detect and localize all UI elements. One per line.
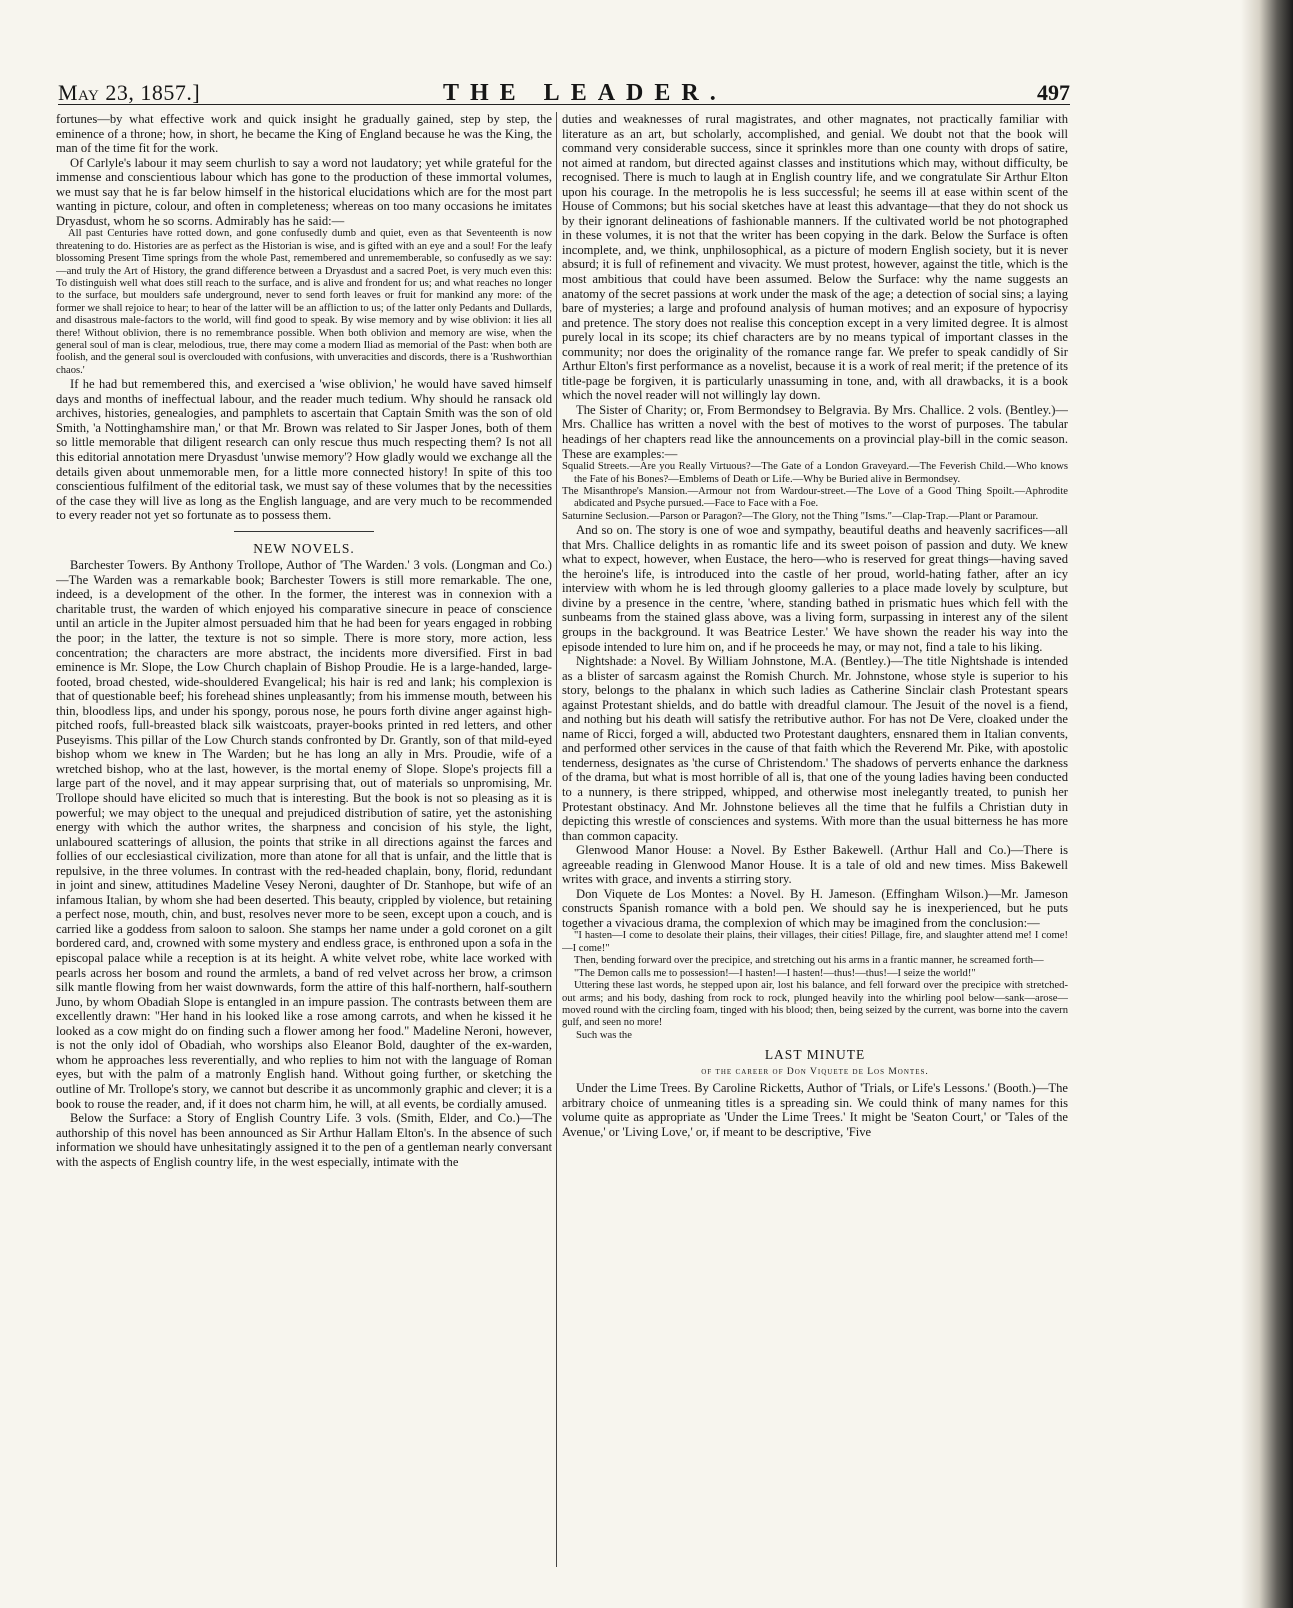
such-was-line: Such was the (576, 1029, 632, 1041)
excerpt-line: "I hasten—I come to desolate their plains, their villages, their cities! Pillage, fire, and slaughter attend me! I come!—I come!" (562, 930, 1068, 954)
paragraph: fortunes—by what effective work and quick insight he gradually gained, step by step, the eminence of a throne; how, in short, he became the King of England because he was the King, the man of the time fit for the work. (56, 112, 552, 156)
excerpt-line: "The Demon calls me to possession!—I hasten!—I hasten!—thus!—thus!—I seize the world!" (574, 967, 976, 979)
header-rule (58, 104, 1070, 105)
review-sister-of-charity: The Sister of Charity; or, From Bermondsey to Belgravia. By Mrs. Challice. 2 vols. (Bentley.)—Mrs. Challice has written a novel with the best of motives to the worst of purposes. The tabular headings of her chapters read like the announcements on a provincial play-bill in the comic season. These are examples:— (562, 402, 1068, 461)
review-don-viquete: Don Viquete de Los Montes: a Novel. By H. Jameson. (Effingham Wilson.)—Mr. Jameson constructs Spanish romance with a bold pen. We should say he is inexperienced, but he puts together a vivacious drama, the complexion of which may be imagined from the conclusion:— (562, 886, 1068, 930)
chapter-list-item: The Misanthrope's Mansion.—Armour not from Wardour-street.—The Love of a Good Thing Spoilt.—Aphrodite abdicated and Psyche pursued.—Face to Face with a Foe. (562, 485, 1068, 510)
carlyle-quote: All past Centuries have rotted down, and gone confusedly dumb and quiet, even as that Seventeenth is now threatening to do. Histories are as perfect as the Historian is wise, and is gifted with an eye and a soul! For the leafy blossoming Present Time springs from the whole Past, remembered and unrememberable, so confusedly as we say:—and truly the Art of History, the grand difference between a Dryasdust and a sacred Poet, is very much even this: To distinguish well what does still reach to the surface, and is alive and frondent for us; and what reaches no longer to the surface, but moulders safe underground, never to send forth leaves or fruit for mankind any more: of the former we shall rejoice to hear; to hear of the latter will be an affliction to us; of the latter only Pedants and Dullards, and disastrous male-factors to the world, will find good to speak. By wise memory and by wise oblivion: it lies all there! Without oblivion, there is no remembrance possible. When both oblivion and memory are wise, when the general soul of man is clear, melodious, true, there may come a modern Iliad as memorial of the Past: when both are foolish, and the general soul is overclouded with confusions, with unveracities and discords, there is a 'Rushworthian chaos.' (56, 228, 552, 376)
last-minute-heading: LAST MINUTE (764, 1047, 866, 1063)
excerpt-line: Then, bending forward over the precipice, and stretching out his arms in a frantic manner, he screamed forth— (574, 955, 1044, 967)
section-heading-new-novels: NEW NOVELS. (253, 540, 355, 556)
review-nightshade: Nightshade: a Novel. By William Johnstone, M.A. (Bentley.)—The title Nightshade is intended as a blister of sarcasm against the Romish Church. Mr. Johnstone, whose style is superior to his story, belongs to the phalanx in which such ladies as Catherine Sinclair clash Protestant spears against Protestant shields, and do battle with dreadful clamour. The Jesuit of the novel is a fiend, and nothing but his death will satisfy the retributive author. For has not De Vere, cloaked under the name of Ricci, forged a will, abducted two Protestant daughters, ensnared them in Italian convents, and performed other services in the cause of that faith which the Reverend Mr. Pike, with apostolic tenderness, designates as 'the curse of Christendom.' The shadows of perverts enhance the darkness of the drama, but what is most horrible of all is, that one of the young ladies having been conducted to a nunnery, is there stripped, whipped, and otherwise most inelegantly treated, to punish her Protestant obstinacy. And Mr. Johnstone believes all the time that he fulfils a Christian duty in depicting this wrestle of consciences and systems. With more than the usual bitterness he has more than common capacity. (562, 654, 1068, 843)
section-rule (234, 531, 374, 532)
review-under-the-lime-trees: Under the Lime Trees. By Caroline Ricketts, Author of 'Trials, or Life's Lessons.' (Booth.)—The arbitrary choice of unmeaning titles is a spreading sin. We could think of many names for this volume quite as appropriate as 'Under the Lime Trees.' It might be 'Seaton Court,' or 'Tales of the Avenue,' or 'Living Love,' or, if meant to be descriptive, 'Five (562, 1081, 1068, 1139)
review-below-the-surface: Below the Surface: a Story of English Country Life. 3 vols. (Smith, Elder, and Co.)—The authorship of this novel has been announced as Sir Arthur Hallam Elton's. In the absence of such information we should have unhesitatingly assigned it to the pen of a gentleman nearly conversant with the aspects of English country life, in the west especially, intimate with the (56, 1111, 552, 1169)
page-header (58, 80, 1070, 106)
column-divider (556, 112, 557, 1567)
excerpt-line: Uttering these last words, he stepped upon air, lost his balance, and fell forward over the precipice with stretched-out arms; and his body, dashing from rock to rock, plunged heavily into the whirling pool below—sank—arose—moved round with the circling foam, tinged with his blood; then, being seized by the current, was borne into the cavern gulf, and seen no more! (562, 980, 1068, 1029)
left-column (56, 112, 552, 1572)
paragraph: Of Carlyle's labour it may seem churlish to say a word not laudatory; yet while grateful for the immense and conscientious labour which has gone to the production of these immortal volumes, we must say that he is far below himself in the historical elucidations which are for the most part wanting in picture, colour, and often in completeness; whereas on too many occasions he imitates Dryasdust, whom he so scorns. Admirably has he said:— (56, 155, 552, 228)
review-barchester-towers: Barchester Towers. By Anthony Trollope, Author of 'The Warden.' 3 vols. (Longman and Co.)—The Warden was a remarkable book; Barchester Towers is still more remarkable. The one, indeed, is a development of the other. In the former, the interest was in connexion with a charitable trust, the warden of which enjoyed his comparative sinecure in peace of conscience until an article in the Jupiter almost persuaded him that he had been for years engaged in robbing the poor; in the latter, the texture is not so simple. There is more story, more action, less concentration; the characters are more abstract, the incidents more diversified. First in bad eminence is Mr. Slope, the Low Church chaplain of Bishop Proudie. He is a large-handed, large-footed, broad chested, wide-shouldered Evangelical; his hair is red and lank; his complexion is that of questionable beef; his forehead shines unpleasantly; from his immense mouth, between his thin, bloodless lips, and under his spongy, porous nose, he pours forth divine anger against high-pitched roofs, full-breasted black silk waistcoats, prayer-books printed in red letters, and other Puseyisms. This pillar of the Low Church stands confronted by Dr. Grantly, son of that mild-eyed bishop whom we knew in The Warden; but he has long an ally in Mrs. Proudie, wife of a wretched bishop, who at the last, however, is the mortal enemy of Slope. Slope's projects fill a large part of the novel, and it may appear surprising that, out of materials so unpromising, Mr. Trollope should have elicited so much that is interesting. But the book is not so pleasing as it is powerful; we may object to the unequal and prejudiced distribution of satire, yet the astonishing energy with which the author writes, the sharpness and concision of his style, the light, unlaboured scatterings of allusion, the points that strike in all directions against the farces and follies of our ecclesiastical civilization, more than atone for all that is unfair, and the little that is repulsive, in the three volumes. In contrast with the red-headed chaplain, bony, florid, redundant in joint and sinew, attitudines Madeline Vesey Neroni, daughter of Dr. Stanhope, but wife of an infamous Italian, by whom she had been deserted. This beauty, crippled by violence, but retaining a perfect nose, mouth, chin, and bust, resolves never more to be seen, except upon a couch, and is carried like a goddess from saloon to saloon. She stamps her name under a gold coronet on a gilt bordered card, and, crowned with some mystery and endless grace, is enthroned upon a sofa in the episcopal palace while a reception is at its height. A white velvet robe, white lace worked with pearls across her bosom and round the armlets, a band of red velvet across her brow, a crimson silk mantle flowing from her waist downwards, form the attire of this half-northern, half-southern Juno, by whom Obadiah Slope is entangled in an impure passion. The contrasts between them are excellently drawn: "Her hand in his looked like a rose among carrots, and when he kissed it he looked as a cow might do on finding such a flower among her food." Madeline Neroni, however, is not the only idol of Obadiah, who worships also Eleanor Bold, daughter of the ex-warden, whom he approaches less reverentially, and who replies to him not with the language of Roman eyes, but with the palm of a matronly English hand. Without going further, or sketching the outline of Mr. Trollope's story, we cannot but describe it as uncommonly graphic and clever; it is a book to rouse the reader, and, if it does not charm him, he will, at all events, be cordially amused. (56, 558, 552, 1111)
masthead-title: THE LEADER. (443, 80, 727, 106)
paragraph: If he had but remembered this, and exercised a 'wise oblivion,' he would have saved himself days and months of ineffectual labour, and the reader much tedium. Why should he ransack old archives, histories, genealogies, and pamphlets to ascertain that Captain Smith was the son of old Smith, 'a Nottinghamshire man,' or that Mr. Brown was related to Sir Jasper Jones, both of them so little memorable that diligent research can only rescue thus much respecting them? Is not all this editorial annotation mere Dryasdust 'unwise memory'? How gladly would we exchange all the details given about unmemorable men, for a little more connected history! In spite of this too conscientious fulfilment of the editorial task, we must say of these volumes that by the necessities of the case they will live as long as the English language, and are very much to be recommended to every reader not yet so fortunate as to possess them. (56, 377, 552, 523)
review-glenwood-manor: Glenwood Manor House: a Novel. By Esther Bakewell. (Arthur Hall and Co.)—There is agreeable reading in Glenwood Manor House. It is a tale of old and new times. Miss Bakewell writes with grace, and invents a stirring story. (562, 843, 1068, 887)
page-binding-edge (1241, 0, 1293, 1608)
paragraph: duties and weaknesses of rural magistrates, and other magnates, not practically familiar with literature as an art, but scholarly, accomplished, and genial. We doubt not that the book will command very considerable success, since it sprinkles more than one county with drops of satire, not aimed at random, but directed against classes and institutions which may, without difficulty, be recognised. There is much to laugh at in English country life, and we congratulate Sir Arthur Elton upon his courage. In the metropolis he is less successful; he seems ill at ease within scent of the House of Commons; but his social sketches have at least this advantage—that they do not shock us by their ignorant delineations of fashionable manners. If the cultivated world be not photographed in these volumes, it is not that the writer has been copying in the dark. Below the Surface is often incomplete, and, we think, unphilosophical, as a picture of modern English society, but it is never absurd; it is full of refinement and vivacity. We must protest, however, against the title, which is the most ambitious that could have been assumed. Below the Surface: why the name suggests an anatomy of the secret passions at work under the mask of the age; a detection of social sins; a laying bare of mysteries; a large and profound analysis of human motives; and an exposure of hypocrisy and pretence. The story does not realise this conception except in a very limited degree. It is almost purely local in its scope; its chief characters are by no means typical of important classes in the community; nor does the originality of the romance range far. We prefer to speak candidly of Sir Arthur Elton's first performance as a novelist, because it is a work of real merit; if the pretence of its title-page be forgiven, it is particularly unassuming in tone, and, with all drawbacks, it is a book which the novel reader will not willingly lay down. (562, 112, 1068, 403)
paragraph: And so on. The story is one of woe and sympathy, beautiful deaths and heavenly sacrifices—all that Mrs. Challice delights in as romantic life and its sweet poison of passion and duty. We knew what to expect, however, when Eustace, the hero—who is reserved for great things—having saved the heroine's life, is introduced into the castle of her proud, world-hating father, after an icy interview with whom he is led through gloomy galleries to a place made lovely by sculpture, but divine by a presence in the centre, 'where, standing bathed in prismatic hues which fell with the sunbeams from the stained glass above, was a living form, surpassing in interest any of the silent groups in the background. It was Beatrice Lester.' We have shown the reader his way into the episode intended to lure him on, and if he proceeds he may, or may not, find a tale to his liking. (562, 523, 1068, 654)
page-number: 497 (1037, 80, 1070, 105)
chapter-list-item: Saturnine Seclusion.—Parson or Paragon?—The Glory, not the Thing "Isms."—Clap-Trap.—Plant or Paramour. (562, 510, 1039, 522)
chapter-list-item: Squalid Streets.—Are you Really Virtuous?—The Gate of a London Graveyard.—The Feverish Child.—Who knows the Fate of his Bones?—Emblems of Death or Life.—Why be Buried alive in Bermondsey. (562, 461, 1068, 485)
last-minute-subheading: of the career of Don Viquete de Los Montes. (701, 1066, 929, 1077)
right-column (562, 112, 1068, 1572)
issue-date: May 23, 1857.] (58, 80, 201, 105)
